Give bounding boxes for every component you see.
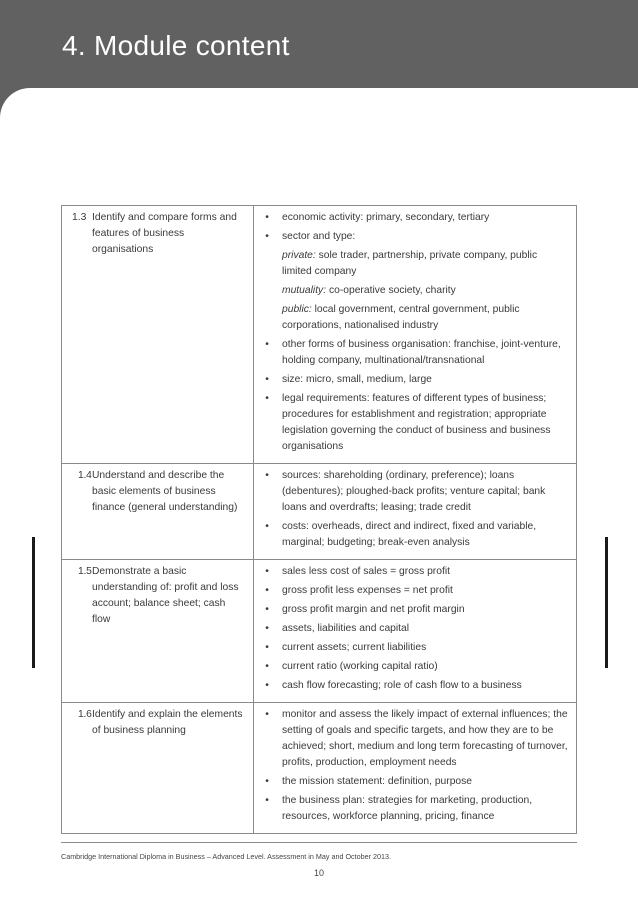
list-item-text: legal requirements: features of different types of business; procedures for establishment and registration; appropriate legislation governing the conduct of business and business organisations: [282, 393, 551, 452]
bullet-icon: •: [265, 776, 269, 787]
bullet-list: [262, 564, 568, 694]
list-item-text: current assets; current liabilities: [282, 642, 427, 653]
topic: [70, 468, 245, 516]
list-item: [262, 774, 568, 790]
details-cell: [254, 703, 577, 834]
bullet-icon: •: [265, 642, 269, 653]
list-item-text: current ratio (working capital ratio): [282, 661, 438, 672]
list-item-text: assets, liabilities and capital: [282, 623, 410, 634]
topic-text: Demonstrate a basic understanding of: profit and loss account; balance sheet; cash flow: [92, 566, 239, 625]
list-item: [262, 519, 568, 551]
bullet-icon: •: [265, 680, 269, 691]
list-item-text: sales less cost of sales = gross profit: [282, 566, 450, 577]
list-item: [262, 372, 568, 388]
topic-cell: [62, 464, 254, 560]
list-item: [262, 468, 568, 516]
topic-number: 1.6: [78, 709, 92, 720]
sub-item-text: sole trader, partnership, private company, public limited company: [282, 250, 538, 277]
topic-number: 1.4: [78, 470, 92, 481]
list-item-text: the business plan: strategies for marketing, production, resources, workforce planning, pricing, finance: [282, 795, 533, 822]
list-item: [262, 229, 568, 334]
topic: [70, 707, 245, 739]
list-item: [262, 564, 568, 580]
bullet-icon: •: [265, 521, 269, 532]
list-item-text: monitor and assess the likely impact of external influences; the setting of goals and specific targets, and how they are to be achieved; short, medium and long term forecasting of turnover, profits, production, employment needs: [282, 709, 568, 768]
list-item: [262, 337, 568, 369]
bullet-icon: •: [265, 585, 269, 596]
table-row: [62, 703, 577, 834]
sub-item: [282, 302, 568, 334]
left-margin-bar: [32, 537, 35, 668]
bullet-icon: •: [265, 604, 269, 615]
bullet-icon: •: [265, 231, 269, 242]
list-item-text: other forms of business organisation: franchise, joint-venture, holding company, multinational/transnational: [282, 339, 561, 366]
topic: [70, 564, 245, 628]
bullet-icon: •: [265, 709, 269, 720]
details-cell: [254, 560, 577, 703]
topic-number: 1.5: [78, 566, 92, 577]
list-item-text: gross profit less expenses = net profit: [282, 585, 453, 596]
list-item: [262, 621, 568, 637]
bullet-list: [262, 707, 568, 825]
sub-item-text: local government, central government, public corporations, nationalised industry: [282, 304, 520, 331]
list-item-text: economic activity: primary, secondary, tertiary: [282, 212, 490, 223]
footer-rule: [61, 842, 577, 843]
table-row: [62, 464, 577, 560]
details-cell: [254, 206, 577, 464]
list-item-text: the mission statement: definition, purpose: [282, 776, 473, 787]
bullet-list: [262, 468, 568, 551]
bullet-icon: •: [265, 661, 269, 672]
bullet-icon: •: [265, 566, 269, 577]
module-content-table: [61, 205, 577, 834]
right-margin-bar: [605, 537, 608, 668]
list-item: [262, 707, 568, 771]
bullet-icon: •: [265, 795, 269, 806]
topic-cell: [62, 560, 254, 703]
topic: [70, 210, 245, 258]
list-item: [262, 640, 568, 656]
bullet-icon: •: [265, 393, 269, 404]
list-item: [262, 583, 568, 599]
list-item-text: gross profit margin and net profit margin: [282, 604, 465, 615]
list-item-text: costs: overheads, direct and indirect, fixed and variable, marginal; budgeting; break-even analysis: [282, 521, 537, 548]
list-item: [262, 678, 568, 694]
bullet-icon: •: [265, 374, 269, 385]
list-item: [262, 210, 568, 226]
topic-text: Identify and explain the elements of business planning: [92, 709, 243, 736]
page-title: 4. Module content: [62, 30, 290, 61]
topic-number: 1.3: [72, 212, 87, 223]
topic-text: Understand and describe the basic elements of business finance (general understanding): [92, 470, 238, 513]
sub-item: [282, 248, 568, 280]
list-item-text: sources: shareholding (ordinary, preference); loans (debentures); ploughed-back profits; venture capital; bank loans and overdrafts; leasing; trade credit: [282, 470, 546, 513]
sub-item-text: co-operative society, charity: [326, 285, 456, 296]
sub-item-label: private:: [282, 250, 316, 261]
topic-cell: [62, 206, 254, 464]
sub-item-label: mutuality:: [282, 285, 327, 296]
sub-item-label: public:: [282, 304, 312, 315]
bullet-icon: •: [265, 470, 269, 481]
list-item-text: cash flow forecasting; role of cash flow to a business: [282, 680, 522, 691]
page-header: [0, 0, 638, 118]
bullet-icon: •: [265, 623, 269, 634]
topic-text: Identify and compare forms and features of business organisations: [92, 212, 237, 255]
header-curve: [0, 88, 638, 120]
bullet-icon: •: [265, 212, 269, 223]
topic-cell: [62, 703, 254, 834]
table-row: [62, 206, 577, 464]
bullet-icon: •: [265, 339, 269, 350]
list-item: [262, 391, 568, 455]
list-item: [262, 659, 568, 675]
list-item: [262, 793, 568, 825]
page-number: 10: [313, 868, 324, 878]
footer-text: Cambridge International Diploma in Business – Advanced Level. Assessment in May and October 2013.: [61, 852, 392, 861]
module-content-body: [62, 206, 577, 834]
list-item-text: size: micro, small, medium, large: [282, 374, 432, 385]
details-cell: [254, 464, 577, 560]
table-row: [62, 560, 577, 703]
bullet-list: [262, 210, 568, 455]
list-item: [262, 602, 568, 618]
list-item-text: sector and type:: [282, 231, 356, 242]
sub-item: [282, 283, 568, 299]
